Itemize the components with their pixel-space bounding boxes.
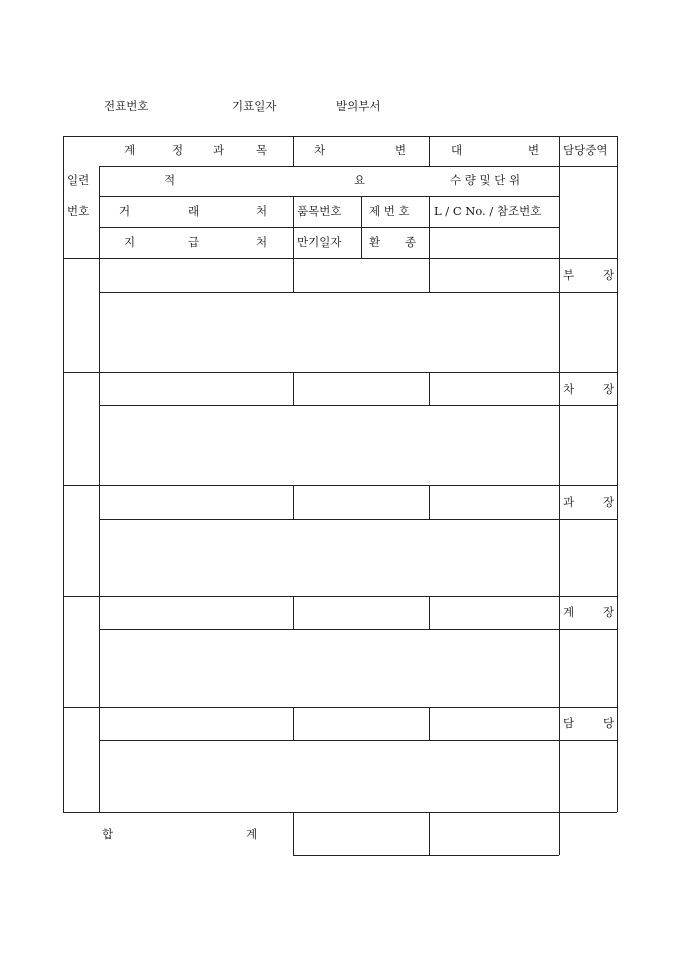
approval-label-section-chief-2: 장: [603, 495, 615, 509]
payee-label-char-1: 지: [124, 235, 136, 249]
account-title-char-1: 계: [124, 143, 136, 157]
approval-label-deputy-2: 장: [603, 382, 615, 396]
voucher-number-label: 전표번호: [104, 99, 149, 113]
approval-label-manager-2: 장: [603, 268, 615, 282]
total-label-char-1: 합: [102, 827, 114, 841]
summary-label-char-1: 적: [164, 173, 176, 187]
approval-label-section-chief-1: 과: [563, 495, 575, 509]
item-number-label: 품목번호: [297, 204, 342, 218]
entry-date-label: 기표일자: [232, 99, 277, 113]
exchange-type-char-1: 환: [369, 235, 381, 249]
debit-label-char-1: 차: [314, 143, 326, 157]
payee-label-char-3: 처: [256, 235, 268, 249]
due-date-label: 만기일자: [297, 235, 342, 249]
summary-label-char-2: 요: [354, 173, 366, 187]
quantity-unit-label: 수 량 및 단 위: [450, 173, 521, 187]
approval-label-staff-2: 당: [603, 716, 615, 730]
product-number-label: 제 번 호: [369, 204, 410, 218]
approval-label-manager-1: 부: [563, 268, 575, 282]
approval-label-team-lead-1: 계: [563, 605, 575, 619]
account-title-char-3: 과: [213, 143, 225, 157]
approver-executive-label: 담당중역: [563, 143, 608, 157]
credit-label-char-2: 변: [528, 143, 540, 157]
serial-number-label-1: 일련: [67, 173, 90, 187]
account-title-char-2: 정: [172, 143, 184, 157]
exchange-type-char-2: 종: [405, 235, 417, 249]
client-label-char-1: 거: [119, 204, 131, 218]
total-label-char-2: 계: [246, 827, 258, 841]
client-label-char-2: 래: [188, 204, 200, 218]
issuing-department-label: 발의부서: [336, 99, 381, 113]
approval-label-team-lead-2: 장: [603, 605, 615, 619]
payee-label-char-2: 급: [188, 235, 200, 249]
lc-reference-number-label: L / C No. / 참조번호: [434, 204, 542, 218]
approval-label-deputy-1: 차: [563, 382, 575, 396]
account-title-char-4: 목: [256, 143, 268, 157]
serial-number-label-2: 번호: [67, 204, 90, 218]
credit-label-char-1: 대: [451, 143, 463, 157]
client-label-char-3: 처: [256, 204, 268, 218]
approval-label-staff-1: 담: [563, 716, 575, 730]
debit-label-char-2: 변: [395, 143, 407, 157]
